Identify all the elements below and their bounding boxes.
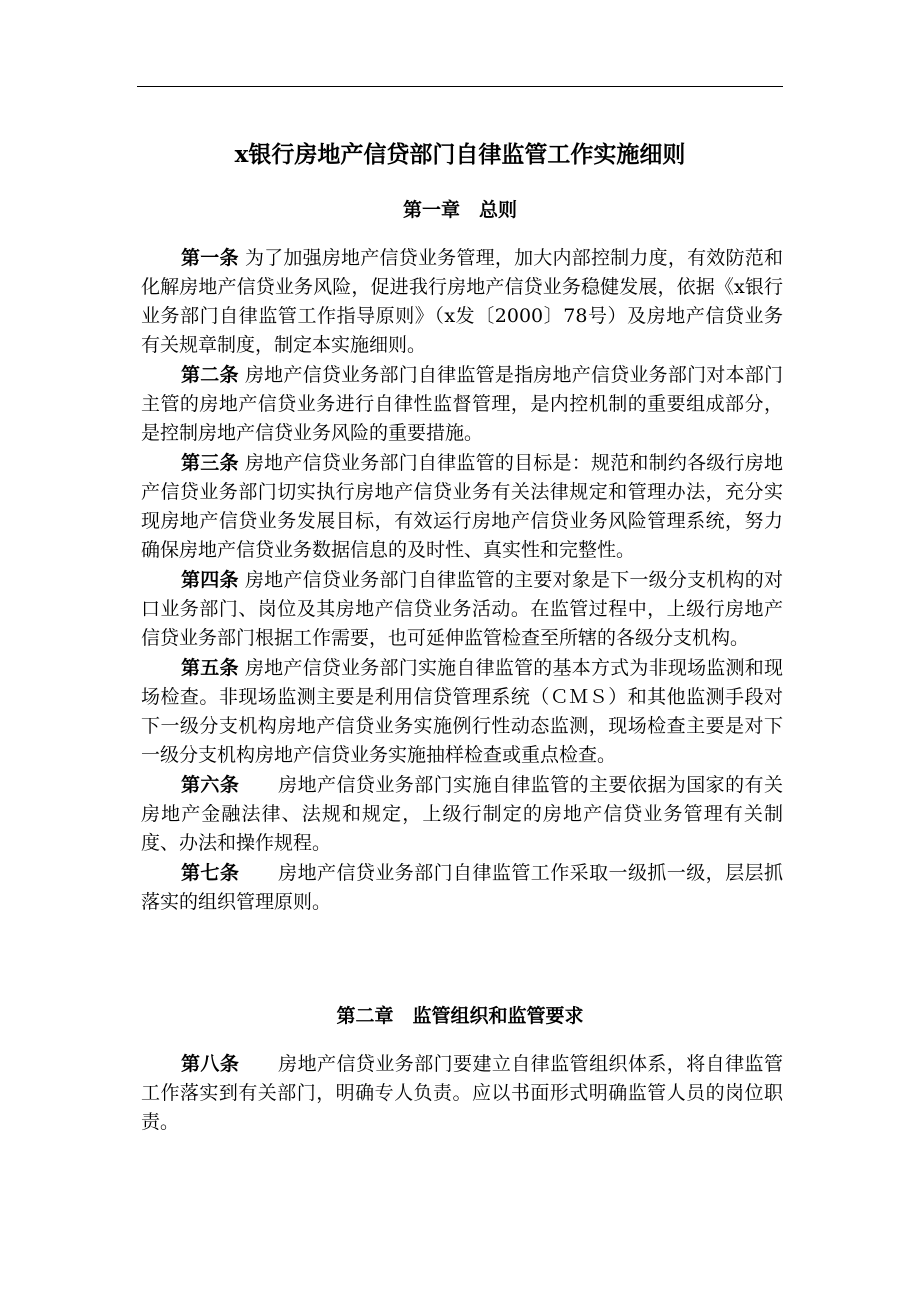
article-3 — [141, 449, 783, 565]
article-text: 为了加强房地产信贷业务管理，加大内部控制力度，有效防范和化解房地产信贷业务风险，促进我行房地产信贷业务稳健发展，依据《x银行业务部门自律监管工作指导原则》（x发〔2000〕78号）及房地产信贷业务有关规章制度，制定本实施细则。 — [141, 247, 783, 356]
article-8 — [141, 1050, 783, 1137]
article-label: 第二条 — [181, 364, 239, 386]
chapter-1-articles — [141, 244, 783, 918]
article-label: 第七条 — [181, 862, 240, 884]
article-text: 房地产信贷业务部门自律监管的主要对象是下一级分支机构的对口业务部门、岗位及其房地产信贷业务活动。在监管过程中，上级行房地产信贷业务部门根据工作需要，也可延伸监管检查至所辖的各级分支机构。 — [141, 569, 783, 649]
article-text: 房地产信贷业务部门要建立自律监管组织体系，将自律监管工作落实到有关部门，明确专人负责。应以书面形式明确监管人员的岗位职责。 — [141, 1053, 783, 1133]
article-label: 第三条 — [181, 452, 239, 474]
article-label: 第一条 — [181, 247, 239, 269]
article-5 — [141, 654, 783, 770]
article-text: 房地产信贷业务部门自律监管是指房地产信贷业务部门对本部门主管的房地产信贷业务进行自律性监督管理，是内控机制的重要组成部分，是控制房地产信贷业务风险的重要措施。 — [141, 364, 783, 444]
header-rule — [137, 86, 783, 87]
article-text: 房地产信贷业务部门实施自律监管的基本方式为非现场监测和现场检查。非现场监测主要是利用信贷管理系统（ＣＭＳ）和其他监测手段对下一级分支机构房地产信贷业务实施例行性动态监测，现场检查主要是对下一级分支机构房地产信贷业务实施抽样检查或重点检查。 — [141, 657, 783, 766]
article-label: 第八条 — [181, 1053, 240, 1075]
article-text: 房地产信贷业务部门自律监管的目标是：规范和制约各级行房地产信贷业务部门切实执行房地产信贷业务有关法律规定和管理办法，充分实现房地产信贷业务发展目标，有效运行房地产信贷业务风险管理系统，努力确保房地产信贷业务数据信息的及时性、真实性和完整性。 — [141, 452, 783, 561]
chapter-1-heading: 第一章 总则 — [402, 199, 517, 221]
article-1 — [141, 244, 783, 360]
chapter-2-articles — [141, 1050, 783, 1138]
article-2 — [141, 361, 783, 448]
chapter-2-heading: 第二章 监管组织和监管要求 — [336, 1005, 584, 1027]
article-label: 第五条 — [181, 657, 239, 679]
article-4 — [141, 566, 783, 653]
article-6 — [141, 771, 783, 858]
article-text: 房地产信贷业务部门自律监管工作采取一级抓一级，层层抓落实的组织管理原则。 — [141, 862, 783, 913]
article-text: 房地产信贷业务部门实施自律监管的主要依据为国家的有关房地产金融法律、法规和规定，上级行制定的房地产信贷业务管理有关制度、办法和操作规程。 — [141, 774, 783, 854]
article-label: 第六条 — [181, 774, 240, 796]
article-7 — [141, 859, 783, 917]
document-title: x银行房地产信贷部门自律监管工作实施细则 — [234, 141, 686, 168]
article-label: 第四条 — [181, 569, 239, 591]
